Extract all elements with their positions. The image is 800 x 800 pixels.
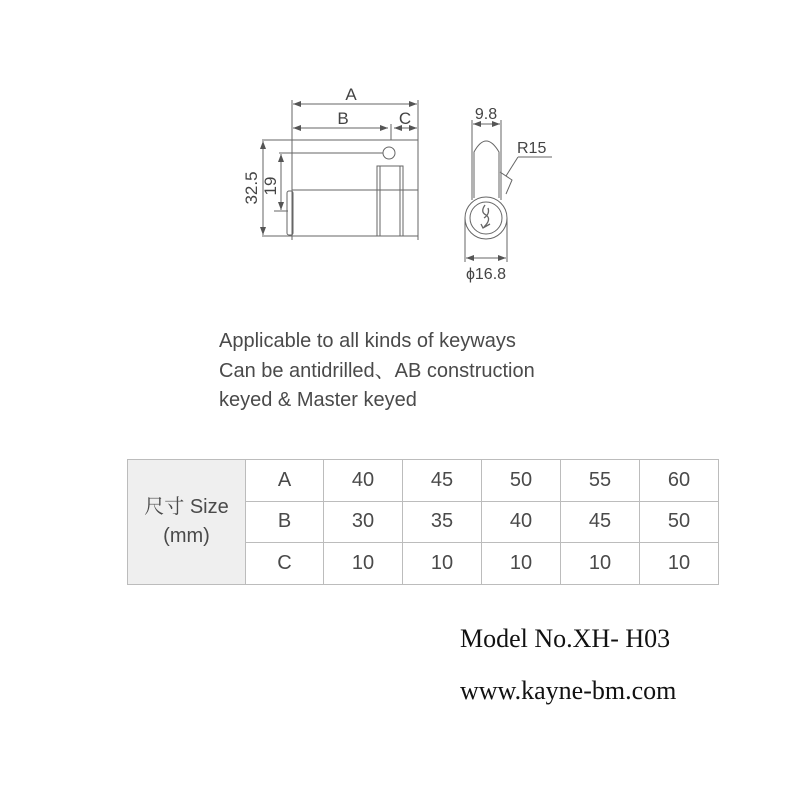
table-cell: 10	[482, 543, 561, 585]
table-cell: 40	[482, 501, 561, 543]
dim-width-label: 9.8	[474, 106, 498, 123]
row-label: B	[246, 501, 324, 543]
dim-center-label: 19	[261, 176, 280, 196]
model-number: Model No.XH- H03	[460, 624, 671, 653]
table-cell: 35	[403, 501, 482, 543]
table-cell: 55	[561, 460, 640, 502]
website-url: www.kayne-bm.com	[460, 676, 677, 705]
description-line: Can be antidrilled、AB construction	[219, 359, 535, 382]
table-cell: 45	[403, 460, 482, 502]
size-header-title: 尺寸 Size	[144, 495, 229, 518]
dim-a-label: A	[345, 85, 357, 104]
feature-description	[219, 327, 535, 416]
size-table	[127, 459, 719, 585]
size-header-unit: (mm)	[163, 524, 210, 547]
table-cell: 45	[561, 501, 640, 543]
table-cell: 10	[324, 543, 403, 585]
technical-drawing	[0, 0, 800, 300]
table-cell: 50	[482, 460, 561, 502]
row-label: A	[246, 460, 324, 502]
table-cell: 30	[324, 501, 403, 543]
description-line: Applicable to all kinds of keyways	[219, 330, 516, 352]
table-cell: 10	[561, 543, 640, 585]
table-cell: 60	[640, 460, 719, 502]
table-row	[128, 460, 719, 502]
table-cell: 10	[640, 543, 719, 585]
table-cell: 10	[403, 543, 482, 585]
table-cell: 50	[640, 501, 719, 543]
table-cell: 40	[324, 460, 403, 502]
dim-b-label: B	[337, 109, 349, 128]
row-label: C	[246, 543, 324, 585]
dim-radius-label: R15	[517, 140, 547, 157]
dim-height-label: 32.5	[242, 171, 261, 205]
dim-diameter-label: ϕ16.8	[465, 266, 507, 283]
dim-c-label: C	[398, 109, 412, 128]
description-line: keyed & Master keyed	[219, 389, 417, 411]
size-header-cell	[128, 460, 246, 585]
